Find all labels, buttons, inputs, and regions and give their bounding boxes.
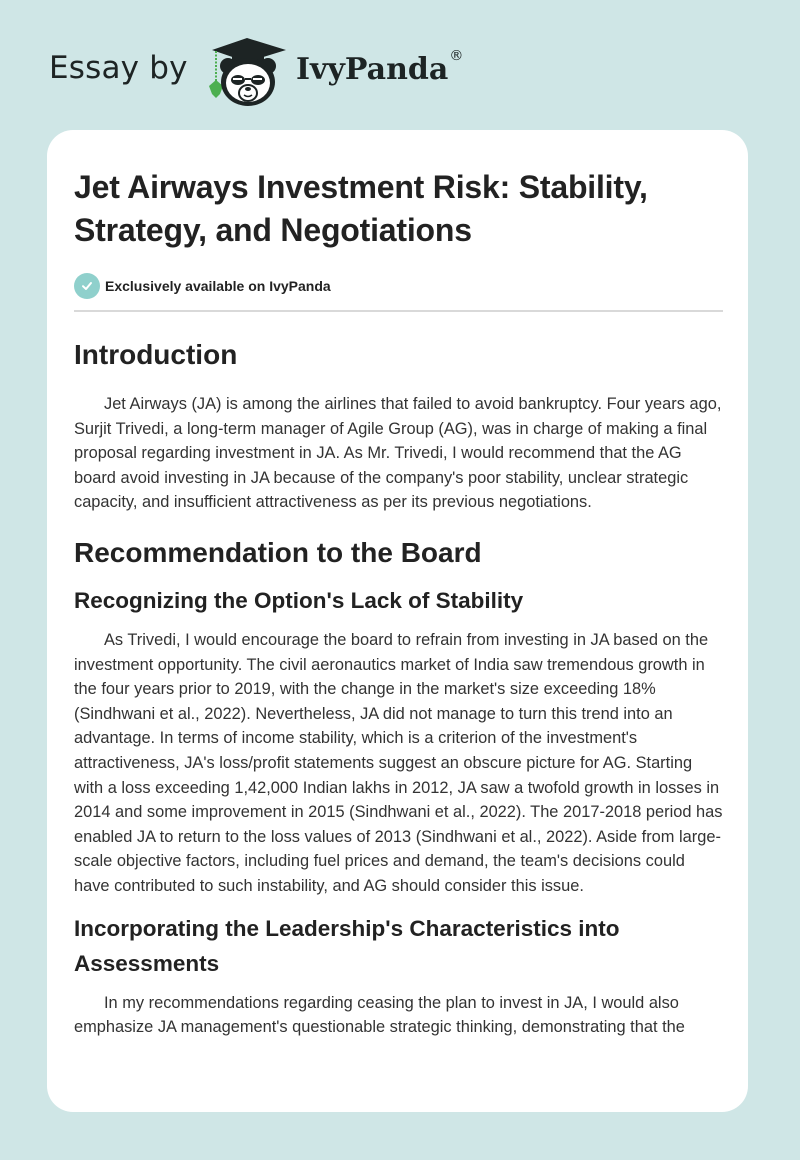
paragraph-stability: As Trivedi, I would encourage the board to refrain from investing in JA based on the investment opportunity. The civil aeronautics market of India saw tremendous growth in the four years prior to 2019, with the change in the market's size exceeding 18% (Sindhwani et al., 2022). Nevertheless, JA did not manage to turn this trend into an advantage. In terms of income stability, which is a criterion of the investment's attractiveness, JA's loss/profit statements suggest an obscure picture for AG. Starting with a loss exceeding 1,42,000 Indian lakhs in 2012, JA saw a twofold growth in losses in 2014 and some improvement in 2015 (Sindhwani et al., 2022). The 2017-2018 period has enabled JA to return to the loss values of 2013 (Sindhwani et al., 2022). Aside from large-scale objective factors, including fuel prices and demand, the team's decisions could have contributed to such instability, and AG should consider this issue.	[74, 630, 723, 895]
exclusive-label: Exclusively available on IvyPanda	[105, 278, 331, 294]
essay-content	[74, 166, 724, 1040]
heading-introduction: Introduction	[74, 339, 238, 370]
essay-card	[47, 130, 748, 1112]
brand-name[interactable]	[296, 48, 464, 87]
paragraph-leadership: In my recommendations regarding ceasing the plan to invest in JA, I would also emphasize JA management's questionable strategic thinking, demonstrating that the	[74, 993, 685, 1037]
site-header	[0, 0, 800, 130]
panda-graduation-cap-icon[interactable]	[202, 36, 292, 108]
heading-recommendation: Recommendation to the Board	[74, 536, 482, 568]
check-circle-icon	[74, 273, 100, 299]
brand-text: IvyPanda	[296, 52, 449, 87]
paragraph-introduction: Jet Airways (JA) is among the airlines that failed to avoid bankruptcy. Four years ago, Surjit Trivedi, a long-term manager of Agile Group (AG), was in charge of making a final proposal regarding investment in JA. As Mr. Trivedi, I would recommend that the AG board avoid investing in JA because of the company's poor stability, unclear strategic capacity, and insufficient attractiveness as per its previous negotiations.	[74, 395, 722, 512]
exclusive-badge	[74, 272, 724, 300]
subheading-leadership: Incorporating the Leadership's Characteristics into Assessments	[74, 915, 620, 976]
essay-by-label: Essay by	[49, 50, 188, 86]
subheading-stability: Recognizing the Option's Lack of Stability	[74, 587, 524, 613]
title-divider	[74, 310, 723, 312]
essay-title: Jet Airways Investment Risk: Stability, Strategy, and Negotiations	[74, 169, 648, 248]
registered-mark: ®	[449, 48, 464, 64]
